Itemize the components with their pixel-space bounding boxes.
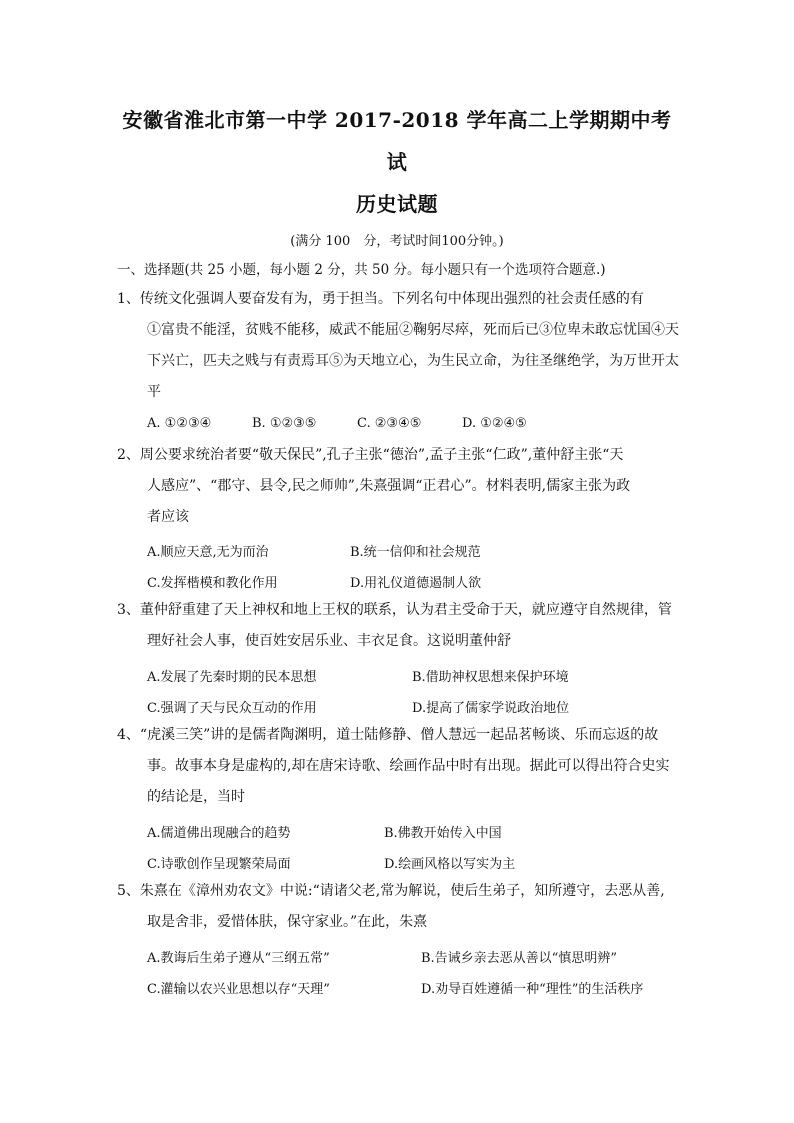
option-d: D.提高了儒家学说政治地位 [412, 701, 570, 716]
option-c: C.强调了天与民众互动的作用 [147, 701, 317, 716]
option-b: B.告诫乡亲去恶从善以“慎思明辨” [421, 951, 617, 966]
option-b: B.佛教开始传入中国 [384, 826, 502, 841]
question-text: 事。故事本身是虚构的,却在唐宋诗歌、绘画作品中时有出现。据此可以得出符合史实 [147, 758, 670, 774]
option-a: A.顺应天意,无为而治 [147, 545, 269, 560]
question-text: 2、周公要求统治者要“敬天保民”,孔子主张“德治”,孟子主张“仁政”,董仲舒主张“天 [117, 447, 624, 463]
option-b: B. ①②③⑤ [252, 416, 317, 431]
option-d: D.用礼仪道德遏制人欲 [350, 576, 482, 591]
option-a: A.儒道佛出现融合的趋势 [147, 826, 291, 841]
question-text: 的结论是，当时 [147, 789, 245, 805]
subject-title: 历史试题 [356, 192, 438, 216]
option-a: A.发展了先秦时期的民本思想 [147, 670, 317, 685]
option-b: B.统一信仰和社会规范 [350, 545, 481, 560]
question-text: 平 [147, 384, 161, 400]
option-c: C.诗歌创作呈现繁荣局面 [147, 857, 291, 872]
option-b: B.借助神权思想来保护环境 [412, 670, 569, 685]
question-text: 人感应”、“郡守、县令,民之师帅”,朱熹强调“正君心”。材料表明,儒家主张为政 [147, 478, 631, 494]
option-a: A. ①②③④ [147, 416, 212, 431]
question-text: 取是舍非，爱惜体肤，保守家业。”在此，朱熹 [147, 914, 428, 930]
question-text: ①富贵不能淫，贫贱不能移，威武不能屈②鞠躬尽瘁，死而后已③位卑未敢忘忧国④天 [147, 322, 679, 338]
option-c: C.发挥楷模和教化作用 [147, 576, 278, 591]
exam-note: (满分 100 分，考试时间100分钟。) [290, 234, 504, 249]
option-a: A.教诲后生弟子遵从“三纲五常” [147, 951, 330, 966]
section-heading: 一、选择题(共 25 小题，每小题 2 分，共 50 分。每小题只有一个选项符合题意.) [117, 262, 606, 278]
option-c: C. ②③④⑤ [357, 416, 422, 431]
exam-title-continued: 试 [386, 150, 408, 174]
option-c: C.灌输以农兴业思想以存“天理” [147, 982, 330, 997]
option-d: D.绘画风格以写实为主 [384, 857, 516, 872]
question-text: 1、传统文化强调人要奋发有为，勇于担当。下列名句中体现出强烈的社会责任感的有 [117, 291, 644, 307]
question-text: 4、“虎溪三笑”讲的是儒者陶渊明，道士陆修静、僧人慧远一起品茗畅谈、乐而忘返的故 [117, 727, 659, 743]
question-text: 3、董仲舒重建了天上神权和地上王权的联系，认为君主受命于天，就应遵守自然规律，管 [117, 602, 672, 618]
question-text: 者应该 [147, 509, 189, 525]
exam-title: 安徽省淮北市第一中学 2017-2018 学年高二上学期期中考 [122, 108, 672, 132]
question-text: 5、朱熹在《漳州劝农文》中说:“请诸父老,常为解说，使后生弟子，知所遵守，去恶从善, [117, 883, 665, 899]
question-text: 理好社会人事，使百姓安居乐业、丰衣足食。这说明董仲舒 [147, 633, 511, 649]
option-d: D. ①②④⑤ [462, 416, 527, 431]
question-text: 下兴亡，匹夫之贱与有责焉耳⑤为天地立心，为生民立命，为往圣继绝学，为万世开太 [147, 353, 679, 369]
option-d: D.劝导百姓遵循一种“理性”的生活秩序 [421, 982, 644, 997]
